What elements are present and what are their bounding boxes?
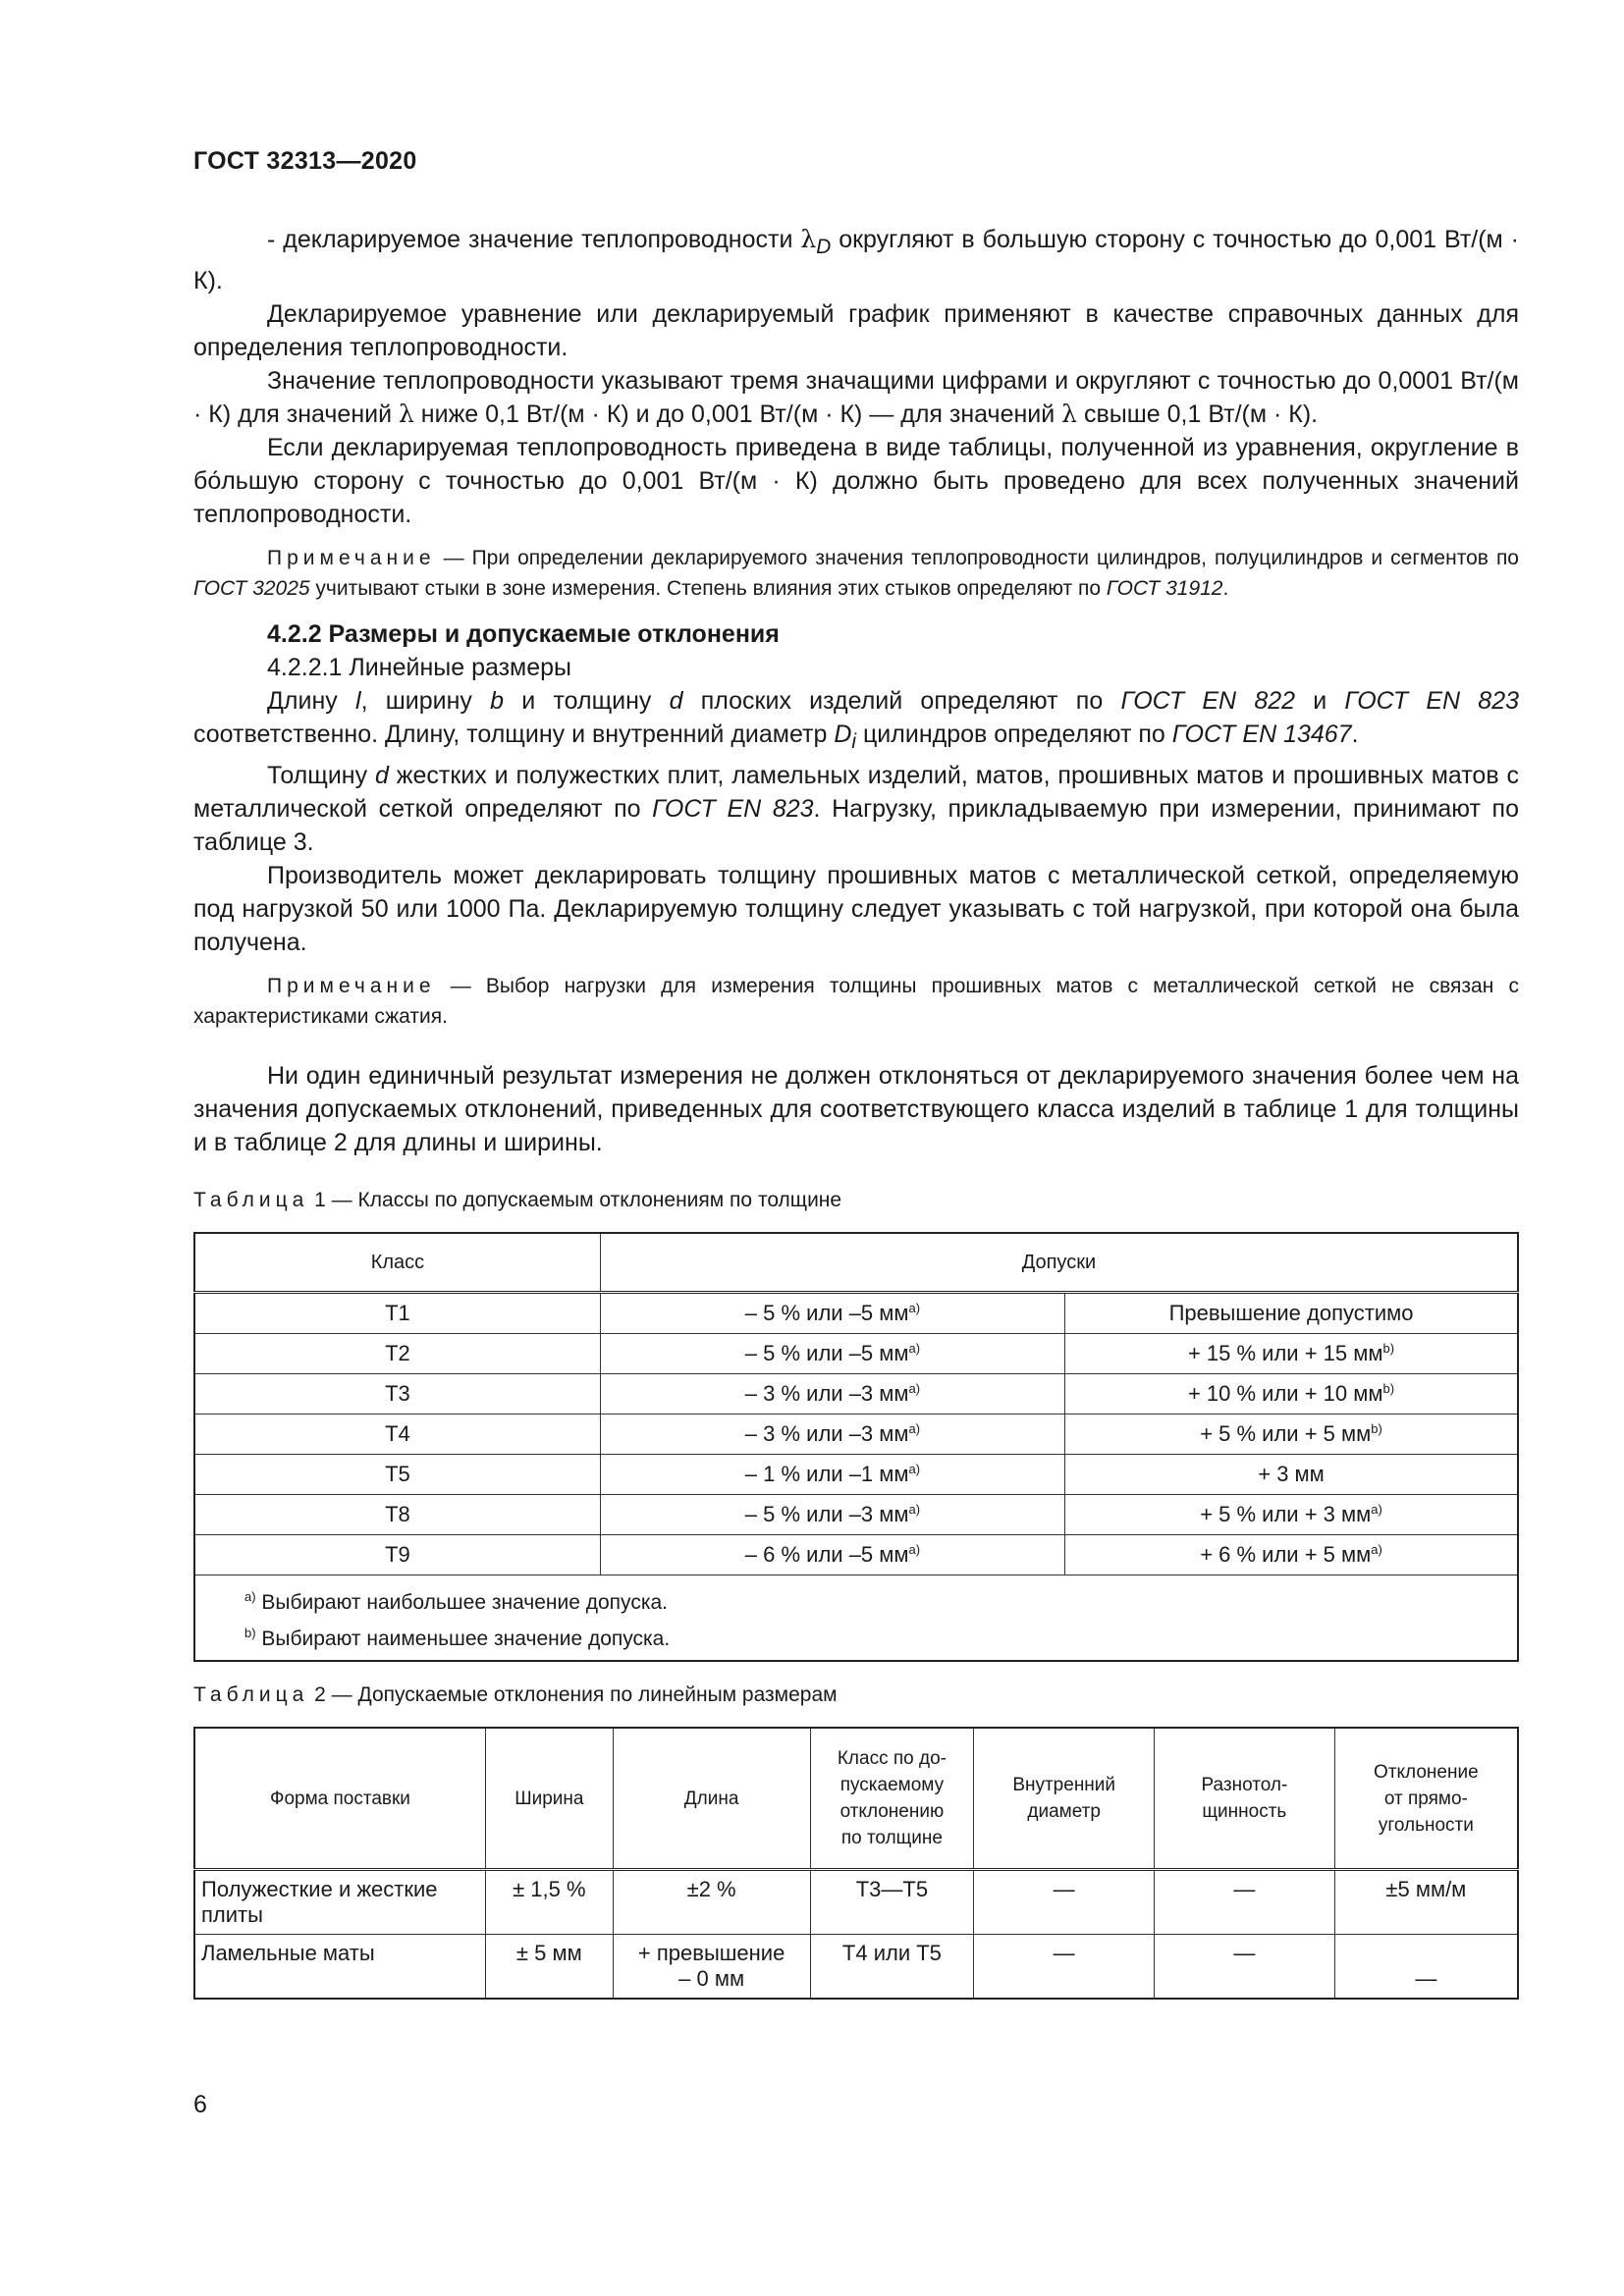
caption-text: 2 — Допускаемые отклонения по линейным размерам [308, 1683, 838, 1706]
header-cell: Разнотол- щинность [1155, 1728, 1335, 1870]
footnote-mark: а) [908, 1502, 921, 1517]
footnote-text: Выбирают наибольшее значение допуска. [255, 1591, 668, 1614]
text: плоских изделий определяют по [682, 687, 1121, 715]
negative-tolerance-cell [600, 1535, 1064, 1575]
negative-tolerance-cell [600, 1293, 1064, 1334]
table-cell: — [974, 1935, 1155, 2000]
table-cell: ±2 % [613, 1870, 810, 1935]
text: жестких и полужестких плит, ламельных изделий, матов, прошивных матов и прошивных матов с металлической сеткой определяют по [193, 762, 1519, 823]
table-cell: ± 1,5 % [485, 1870, 613, 1935]
paragraph-lambda-rounding [193, 223, 1519, 297]
header-cell: Допуски [600, 1233, 1518, 1293]
footnote-mark: а) [1371, 1502, 1382, 1517]
table-header-row [194, 1233, 1518, 1293]
caption-label: Таблица [193, 1189, 309, 1211]
footnote-mark: b) [1382, 1341, 1395, 1356]
class-cell: Т2 [194, 1334, 600, 1374]
positive-tolerance-cell [1065, 1415, 1518, 1455]
paragraph-single-result: Ни один единичный результат измерения не должен отклоняться от декларируемого значения более чем на значения допускаемых отклонений, приведенных для соответствующего класса изделий в таблице 1 для толщины и в таблице 2 для длины и ширины. [193, 1062, 1519, 1156]
table-cell: ± 5 мм [485, 1935, 613, 2000]
tolerance-text: – 5 % или –3 мм [744, 1502, 909, 1526]
section-heading-4-2-2: 4.2.2 Размеры и допускаемые отклонения [267, 620, 780, 648]
footnote-mark: а) [908, 1462, 921, 1476]
table-row [194, 1455, 1518, 1495]
tolerance-text: – 3 % или –3 мм [744, 1421, 909, 1446]
text: . [1351, 721, 1359, 748]
positive-tolerance-cell [1065, 1374, 1518, 1415]
tolerance-text: – 5 % или –5 мм [744, 1301, 909, 1325]
text: цилиндров определяют по [856, 721, 1172, 748]
tolerance-text: – 1 % или –1 мм [744, 1462, 909, 1486]
positive-tolerance-cell [1065, 1334, 1518, 1374]
table-row [194, 1415, 1518, 1455]
paragraph-declared-equation: Декларируемое уравнение или декларируемый график применяют в качестве справочных данных для определения теплопроводности. [193, 300, 1519, 361]
document-header: ГОСТ 32313—2020 [193, 147, 417, 175]
text: . [1222, 577, 1229, 600]
text: — При определении декларируемого значения теплопроводности цилиндров, полуцилиндров и сегментов по [435, 547, 1519, 569]
footnote-mark: b) [1371, 1421, 1382, 1436]
text: свыше 0,1 Вт/(м · К). [1077, 400, 1319, 428]
text: ниже 0,1 Вт/(м · К) и до 0,001 Вт/(м · К) — для значений [413, 400, 1062, 428]
class-cell: Т8 [194, 1495, 600, 1535]
subsection-heading-4-2-2-1: 4.2.2.1 Линейные размеры [267, 654, 572, 681]
header-cell: Форма поставки [194, 1728, 485, 1870]
tolerance-text: + 15 % или + 15 мм [1187, 1341, 1383, 1365]
table-cell: Т3—Т5 [810, 1870, 974, 1935]
text: — Выбор нагрузки для измерения толщины прошивных матов с металлической сеткой не связан с характеристиками сжатия. [193, 975, 1519, 1028]
tolerance-text: + 5 % или + 5 мм [1200, 1421, 1372, 1446]
tolerance-text: Превышение допустимо [1168, 1301, 1414, 1325]
footnote-mark: а) [908, 1542, 921, 1557]
negative-tolerance-cell [600, 1495, 1064, 1535]
standard-reference: ГОСТ 32025 [193, 577, 310, 600]
tolerance-text: + 5 % или + 3 мм [1200, 1502, 1372, 1526]
header-cell: Класс по до- пускаемому отклонению по толщине [810, 1728, 974, 1870]
footnotes [194, 1575, 1518, 1662]
subscript: D [816, 236, 832, 258]
header-cell: Класс [194, 1233, 600, 1293]
table-cell: Ламельные маты [194, 1935, 485, 2000]
caption-text: 1 — Классы по допускаемым отклонениям по толщине [308, 1189, 842, 1211]
document-page [193, 147, 1519, 2000]
table-row [194, 1870, 1518, 1935]
caption-label: Таблица [193, 1683, 309, 1706]
table-cell: — [1155, 1935, 1335, 2000]
table-row [194, 1935, 1518, 2000]
lambda-symbol: λ [399, 400, 414, 428]
text: соответственно. Длину, толщину и внутренний диаметр [193, 721, 835, 748]
paragraph-manufacturer-declare: Производитель может декларировать толщину прошивных матов с металлической сеткой, определяемую под нагрузкой 50 или 1000 Па. Декларируемую толщину следует указывать с той нагрузкой, при которой она была получена. [193, 862, 1519, 956]
tolerance-text: – 6 % или –5 мм [744, 1542, 909, 1567]
paragraph-thickness [193, 759, 1519, 859]
table-row [194, 1495, 1518, 1535]
table2-caption [193, 1683, 1519, 1707]
class-cell: Т9 [194, 1535, 600, 1575]
table-cell: — [974, 1870, 1155, 1935]
tolerance-text: – 3 % или –3 мм [744, 1381, 909, 1406]
header-cell: Ширина [485, 1728, 613, 1870]
subscript: i [851, 730, 857, 753]
text: - декларируемое значение теплопроводности [267, 226, 801, 253]
footnote-text: Выбирают наименьшее значение допуска. [255, 1628, 671, 1650]
table-row [194, 1293, 1518, 1334]
text: . Нагрузку, прикладываемую при измерении, принимают по таблице 3. [193, 795, 1519, 856]
symbol: D [834, 721, 852, 748]
text: Толщину [267, 762, 375, 789]
standard-reference: ГОСТ 31912 [1106, 577, 1223, 600]
standard-reference: ГОСТ EN 822 [1120, 687, 1296, 715]
text: Значение теплопроводности указывают тремя значащими цифрами и округляют с точностью до 0,0001 Вт/(м · К) для значений [193, 367, 1519, 428]
note-load [193, 971, 1519, 1032]
table-row [194, 1334, 1518, 1374]
text: и толщину [504, 687, 670, 715]
table-footnote-row [194, 1575, 1518, 1662]
footnote-mark: b) [1382, 1381, 1395, 1396]
table-linear-deviations [193, 1727, 1519, 2000]
table-cell: ±5 мм/м [1334, 1870, 1518, 1935]
footnote-mark: а) [908, 1381, 921, 1396]
standard-reference: ГОСТ EN 13467 [1171, 721, 1352, 748]
positive-tolerance-cell [1065, 1535, 1518, 1575]
paragraph-table-rounding: Если декларируемая теплопроводность приведена в виде таблицы, полученной из уравнения, округление в бо́льшую сторону с точностью до 0,001 Вт/(м · К) должно быть проведено для всех полученных значений теплопроводности. [193, 434, 1519, 528]
table-cell: — [1155, 1870, 1335, 1935]
footnote-a [244, 1581, 1517, 1618]
negative-tolerance-cell [600, 1415, 1064, 1455]
table-row [194, 1374, 1518, 1415]
class-cell: Т5 [194, 1455, 600, 1495]
tolerance-text: + 6 % или + 5 мм [1200, 1542, 1372, 1567]
symbol: d [669, 687, 683, 715]
text: учитывают стыки в зоне измерения. Степень влияния этих стыков определяют по [309, 577, 1107, 600]
table-cell: + превышение – 0 мм [613, 1935, 810, 2000]
table-row [194, 1535, 1518, 1575]
class-cell: Т4 [194, 1415, 600, 1455]
page-number: 6 [193, 2091, 207, 2118]
lambda-symbol: λ [1061, 400, 1078, 428]
footnote-b [244, 1618, 1517, 1654]
standard-reference: ГОСТ EN 823 [1344, 687, 1519, 715]
header-cell: Отклонение от прямо- угольности [1334, 1728, 1518, 1870]
table-cell: — [1334, 1935, 1518, 2000]
positive-tolerance-cell [1065, 1495, 1518, 1535]
standard-reference: ГОСТ EN 823 [652, 795, 814, 823]
table-cell: Т4 или Т5 [810, 1935, 974, 2000]
footnote-mark: а) [908, 1341, 921, 1356]
paragraph-significant-digits [193, 364, 1519, 431]
text: и [1295, 687, 1345, 715]
class-cell: Т1 [194, 1293, 600, 1334]
tolerance-text: + 3 мм [1258, 1462, 1325, 1486]
footnote-mark: b) [244, 1626, 256, 1640]
positive-tolerance-cell [1065, 1455, 1518, 1495]
class-cell: Т3 [194, 1374, 600, 1415]
table-cell: Полужесткие и жесткие плиты [194, 1870, 485, 1935]
footnote-mark: а) [1371, 1542, 1382, 1557]
paragraph-linear-dimensions [193, 684, 1519, 759]
symbol: l [355, 687, 361, 715]
footnote-mark: а) [908, 1301, 921, 1315]
text: Длину [267, 687, 356, 715]
table1-caption [193, 1189, 1519, 1212]
text: округляют в большую сторону с точностью до 0,001 Вт/(м · К). [193, 226, 1519, 294]
table-thickness-classes [193, 1232, 1519, 1662]
tolerance-text: + 10 % или + 10 мм [1187, 1381, 1383, 1406]
negative-tolerance-cell [600, 1334, 1064, 1374]
note-label: Примечание [267, 547, 436, 569]
note-cylinders [193, 543, 1519, 604]
table-header-row [194, 1728, 1518, 1870]
positive-tolerance-cell [1065, 1293, 1518, 1334]
footnote-mark: а) [244, 1589, 256, 1604]
symbol: d [375, 762, 389, 789]
negative-tolerance-cell [600, 1455, 1064, 1495]
header-cell: Длина [613, 1728, 810, 1870]
footnote-mark: а) [908, 1421, 921, 1436]
negative-tolerance-cell [600, 1374, 1064, 1415]
symbol: b [490, 687, 505, 715]
note-label: Примечание [267, 975, 436, 997]
lambda-symbol: λ [800, 225, 817, 253]
header-cell: Внутренний диаметр [974, 1728, 1155, 1870]
tolerance-text: – 5 % или –5 мм [744, 1341, 909, 1365]
text: , ширину [360, 687, 491, 715]
